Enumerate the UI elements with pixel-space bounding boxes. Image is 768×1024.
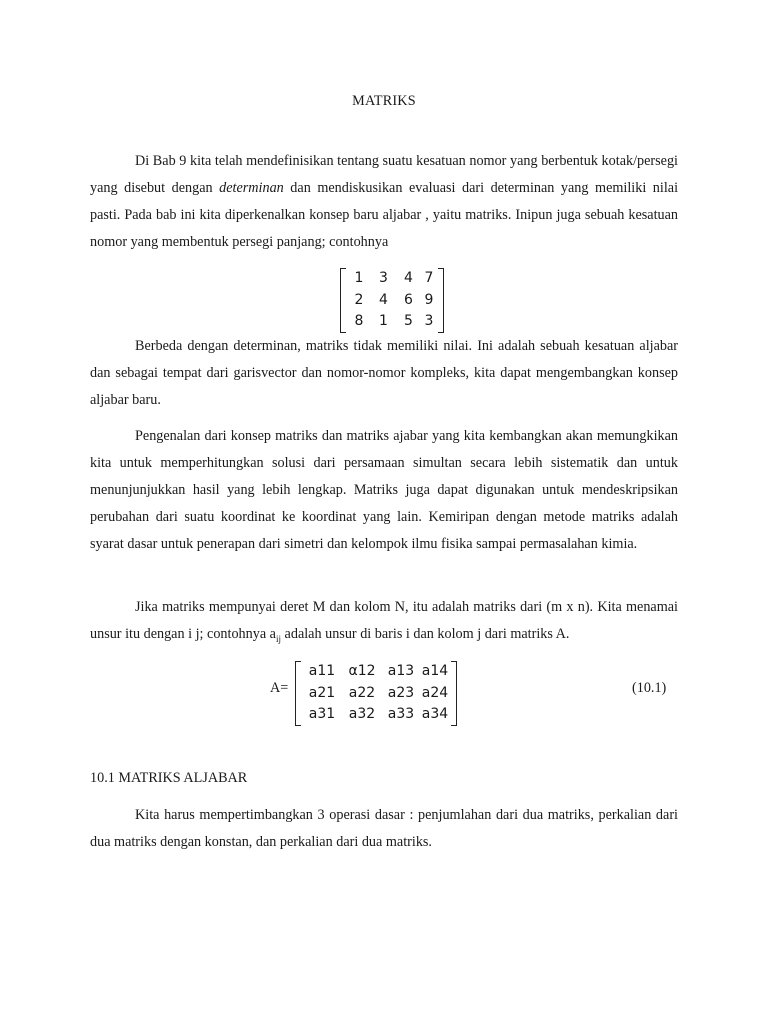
matrix-cell: a34 xyxy=(421,706,449,722)
pengenalan-text: Pengenalan dari konsep matriks dan matriks ajabar yang kita kembangkan akan memungkikan kita untuk memperhitungkan solusi dari persamaan simultan secara lebih sistematik dan untuk menunjunjukkan hasil yang lebih lengkap. Matriks juga dapat digunakan untuk mendeskripsikan perubahan dari suatu koordinat ke koordinat yang lain. Kemiripan dengan metode matriks adalah syarat dasar untuk penerapan dari simetri dan kelompok ilmu fisika sampai permasalahan kimia. xyxy=(90,428,678,552)
matrix-cell: 4 xyxy=(379,291,388,308)
intro-text-1: Di Bab 9 kita telah mendefinisikan tentang suatu kesatuan nomor yang berbentuk kotak/persegi yang disebut dengan xyxy=(90,153,678,196)
matrix-cell: 3 xyxy=(379,270,388,286)
matrix-cell: a33 xyxy=(387,706,415,722)
matrix-right-bracket xyxy=(438,268,444,333)
example-matrix xyxy=(340,268,444,333)
paragraph-intro xyxy=(90,148,678,256)
page-title: MATRIKS xyxy=(352,93,416,109)
matrix-cell: 8 xyxy=(354,313,364,329)
matrix-cell: a13 xyxy=(387,663,415,679)
matrix-cell: a24 xyxy=(421,684,449,701)
matrix-cell: 3 xyxy=(424,313,434,329)
matrix-cell: 2 xyxy=(354,291,364,308)
operations-text: Kita harus mempertimbangkan 3 operasi dasar : penjumlahan dari dua matriks, perkalian dari dua matriks dengan konstan, dan perkalian dari dua matriks. xyxy=(90,807,678,850)
equation-number: (10.1) xyxy=(632,680,667,696)
subscript-ij: ij xyxy=(275,633,281,644)
general-matrix xyxy=(295,661,457,726)
matrix-cell: 7 xyxy=(424,270,434,286)
matrix-cell: a22 xyxy=(348,684,376,701)
intro-italic-term: determinan xyxy=(219,180,284,196)
matrix-cell: a21 xyxy=(308,684,336,701)
intro-text-2: dan mendiskusikan evaluasi dari determinan yang memiliki nilai pasti. Pada bab ini kita diperkenalkan konsep baru aljabar , yaitu matriks. Inipun juga sebuah kesatuan nomor yang membentuk persegi panjang; contohnya xyxy=(90,180,679,250)
paragraph-notation xyxy=(90,594,678,653)
matrix-grid xyxy=(346,268,438,333)
matrix-cell: 6 xyxy=(404,291,413,308)
matrix-right-bracket xyxy=(451,661,457,726)
matrix-cell: 1 xyxy=(354,270,364,286)
matrix-cell: 1 xyxy=(379,313,388,329)
matrix-cell: a31 xyxy=(308,706,336,722)
notation-text-2: adalah unsur di baris i dan kolom j dari matriks A. xyxy=(281,626,570,642)
matrix-cell: 5 xyxy=(404,313,413,329)
paragraph-pengenalan xyxy=(90,423,678,558)
matrix-cell: α12 xyxy=(348,663,376,679)
section-heading: 10.1 MATRIKS ALJABAR xyxy=(90,770,248,786)
matrix-lhs: A= xyxy=(270,680,289,696)
notation-text-1: Jika matriks mempunyai deret M dan kolom N, itu adalah matriks dari (m x n). Kita menamai unsur itu dengan i j; contohnya a xyxy=(90,599,678,642)
matrix-cell: a14 xyxy=(421,663,449,679)
matrix-cell: 9 xyxy=(424,291,434,308)
matrix-cell: a11 xyxy=(308,663,336,679)
matrix-cell: a23 xyxy=(387,684,415,701)
paragraph-operations xyxy=(90,802,678,856)
matrix-cell: a32 xyxy=(348,706,376,722)
matrix-grid xyxy=(301,661,451,726)
matrix-cell: 4 xyxy=(404,270,413,286)
paragraph-determinan xyxy=(90,333,678,414)
determinan-text: Berbeda dengan determinan, matriks tidak memiliki nilai. Ini adalah sebuah kesatuan aljabar dan sebagai tempat dari garisvector dan nomor-nomor kompleks, kita dapat mengembangkan konsep aljabar baru. xyxy=(90,338,678,408)
